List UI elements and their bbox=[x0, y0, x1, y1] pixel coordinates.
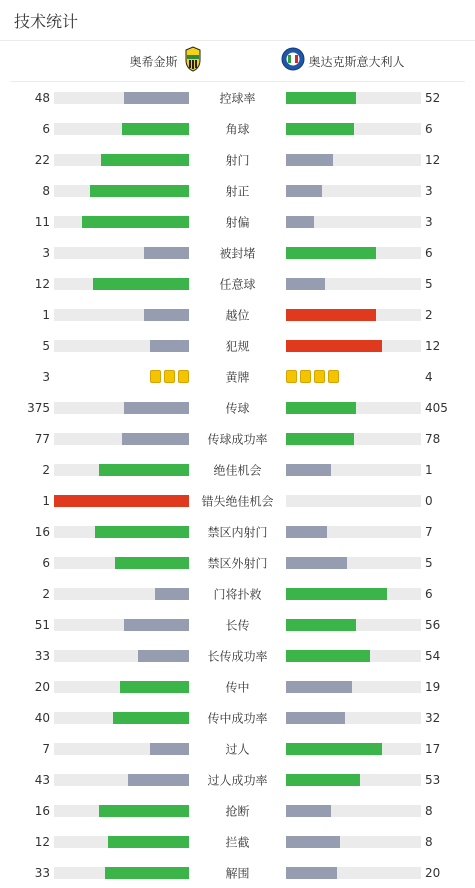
home-stat-value: 48 bbox=[34, 90, 50, 105]
stat-row bbox=[0, 454, 475, 485]
home-stat-bar-fill bbox=[90, 185, 189, 197]
stat-label: 传中成功率 bbox=[207, 711, 268, 725]
away-stat-bar bbox=[286, 402, 421, 414]
home-stat-bar-fill bbox=[144, 247, 189, 259]
away-stat-bar bbox=[286, 836, 421, 848]
stat-label: 传中 bbox=[225, 680, 250, 694]
home-stat-value: 12 bbox=[34, 834, 50, 849]
away-stat-bar bbox=[286, 464, 421, 476]
away-stat-bar-fill bbox=[286, 185, 322, 197]
away-stat-bar-fill bbox=[286, 836, 340, 848]
stat-label: 射门 bbox=[225, 153, 250, 167]
away-stat-value: 3 bbox=[425, 214, 433, 229]
away-stat-bar-fill bbox=[286, 433, 354, 445]
home-team-name: 奥希金斯 bbox=[129, 54, 178, 69]
away-stat-bar-fill bbox=[286, 712, 345, 724]
stat-label: 黄牌 bbox=[225, 370, 250, 384]
stat-row bbox=[0, 640, 475, 671]
away-stat-value: 3 bbox=[425, 183, 433, 198]
home-stat-value: 1 bbox=[42, 493, 50, 508]
away-stat-bar-fill bbox=[286, 309, 376, 321]
away-stat-bar bbox=[286, 154, 421, 166]
home-stat-value: 2 bbox=[42, 586, 50, 601]
ohiggins-crest-icon bbox=[184, 46, 202, 76]
home-stat-value: 33 bbox=[34, 865, 50, 880]
yellow-card-icon bbox=[314, 370, 325, 383]
home-stat-bar-fill bbox=[122, 433, 190, 445]
away-stat-value: 5 bbox=[425, 555, 433, 570]
away-stat-bar-fill bbox=[286, 154, 333, 166]
stat-row bbox=[0, 144, 475, 175]
home-stat-bar-fill bbox=[99, 805, 189, 817]
away-stat-bar-fill bbox=[286, 340, 382, 352]
away-stat-value: 54 bbox=[425, 648, 441, 663]
home-team[interactable] bbox=[10, 46, 238, 76]
home-stat-bar-fill bbox=[54, 495, 189, 507]
home-stat-bar bbox=[54, 867, 189, 879]
home-stat-bar-fill bbox=[105, 867, 189, 879]
stat-row bbox=[0, 733, 475, 764]
away-stat-bar-fill bbox=[286, 805, 331, 817]
away-stat-value: 17 bbox=[425, 741, 441, 756]
away-stat-value: 4 bbox=[425, 369, 433, 384]
home-stat-bar-fill bbox=[155, 588, 189, 600]
away-stat-value: 6 bbox=[425, 586, 433, 601]
page-title: 技术统计 bbox=[14, 11, 79, 31]
home-stat-bar bbox=[54, 650, 189, 662]
home-stat-bar bbox=[54, 402, 189, 414]
away-stat-bar-fill bbox=[286, 650, 370, 662]
away-stat-bar-fill bbox=[286, 557, 347, 569]
away-stat-bar-fill bbox=[286, 247, 376, 259]
away-stat-value: 56 bbox=[425, 617, 441, 632]
home-stat-bar bbox=[54, 247, 189, 259]
stat-label: 射偏 bbox=[225, 215, 250, 229]
home-stat-bar-fill bbox=[101, 154, 189, 166]
teams-bar bbox=[10, 41, 465, 82]
home-stat-bar bbox=[54, 185, 189, 197]
stat-row bbox=[0, 82, 475, 113]
away-stat-bar-fill bbox=[286, 278, 325, 290]
home-stat-bar-fill bbox=[138, 650, 189, 662]
home-stat-value: 16 bbox=[34, 524, 50, 539]
away-stat-value: 52 bbox=[425, 90, 441, 105]
stat-label: 错失绝佳机会 bbox=[201, 494, 274, 508]
away-stat-value: 405 bbox=[425, 400, 448, 415]
stat-row bbox=[0, 237, 475, 268]
home-stat-value: 6 bbox=[42, 121, 50, 136]
home-stat-value: 43 bbox=[34, 772, 50, 787]
stat-row bbox=[0, 299, 475, 330]
stat-row bbox=[0, 578, 475, 609]
stat-label: 越位 bbox=[225, 308, 250, 322]
yellow-card-icon bbox=[286, 370, 297, 383]
stat-label: 任意球 bbox=[219, 277, 256, 291]
away-stat-bar-fill bbox=[286, 619, 356, 631]
stat-row bbox=[0, 361, 475, 392]
stat-label: 被封堵 bbox=[219, 246, 256, 260]
home-stat-bar bbox=[54, 464, 189, 476]
away-stat-bar bbox=[286, 805, 421, 817]
audax-italiano-crest-icon bbox=[281, 47, 305, 75]
stat-label: 门将扑救 bbox=[213, 587, 262, 601]
yellow-card-icon bbox=[328, 370, 339, 383]
home-stat-value: 22 bbox=[34, 152, 50, 167]
away-stat-bar-fill bbox=[286, 402, 356, 414]
home-stat-value: 8 bbox=[42, 183, 50, 198]
stat-row bbox=[0, 857, 475, 888]
stat-row bbox=[0, 795, 475, 826]
stat-row bbox=[0, 826, 475, 857]
away-stat-bar-fill bbox=[286, 216, 314, 228]
stat-label: 禁区内射门 bbox=[207, 525, 268, 539]
yellow-card-icon bbox=[164, 370, 175, 383]
away-stat-value: 19 bbox=[425, 679, 441, 694]
away-stat-value: 1 bbox=[425, 462, 433, 477]
home-stat-value: 6 bbox=[42, 555, 50, 570]
home-stat-bar bbox=[54, 309, 189, 321]
home-stat-bar bbox=[54, 92, 189, 104]
stat-label: 传球成功率 bbox=[207, 432, 268, 446]
away-stat-bar-fill bbox=[286, 526, 327, 538]
home-stat-bar bbox=[54, 340, 189, 352]
away-yellow-cards bbox=[286, 370, 339, 384]
away-stat-value: 12 bbox=[425, 152, 441, 167]
away-stat-value: 53 bbox=[425, 772, 441, 787]
home-stat-bar-fill bbox=[144, 309, 189, 321]
home-stat-bar bbox=[54, 836, 189, 848]
away-stat-bar-fill bbox=[286, 123, 354, 135]
stat-row bbox=[0, 268, 475, 299]
away-stat-value: 8 bbox=[425, 803, 433, 818]
away-stat-bar bbox=[286, 247, 421, 259]
home-stat-bar-fill bbox=[99, 464, 189, 476]
stat-label: 射正 bbox=[225, 184, 250, 198]
home-stat-value: 1 bbox=[42, 307, 50, 322]
away-stat-bar bbox=[286, 495, 421, 507]
stat-label: 解围 bbox=[225, 866, 250, 880]
stat-label: 过人 bbox=[225, 742, 250, 756]
stat-row bbox=[0, 113, 475, 144]
away-stat-bar bbox=[286, 92, 421, 104]
home-stat-bar-fill bbox=[108, 836, 189, 848]
away-team[interactable] bbox=[238, 47, 466, 75]
away-stat-value: 78 bbox=[425, 431, 441, 446]
home-stat-value: 7 bbox=[42, 741, 50, 756]
home-stat-bar bbox=[54, 712, 189, 724]
home-stat-bar-fill bbox=[122, 123, 190, 135]
home-stat-value: 11 bbox=[34, 214, 50, 229]
stat-row bbox=[0, 392, 475, 423]
away-stat-value: 0 bbox=[425, 493, 433, 508]
away-stat-bar-fill bbox=[286, 867, 337, 879]
home-stat-bar bbox=[54, 526, 189, 538]
home-stat-bar-fill bbox=[113, 712, 189, 724]
away-stat-value: 20 bbox=[425, 865, 441, 880]
away-stat-bar-fill bbox=[286, 92, 356, 104]
away-stat-value: 2 bbox=[425, 307, 433, 322]
home-stat-bar-fill bbox=[150, 743, 189, 755]
stat-row bbox=[0, 206, 475, 237]
stat-label: 过人成功率 bbox=[207, 773, 268, 787]
home-stat-value: 3 bbox=[42, 369, 50, 384]
home-stat-bar bbox=[54, 805, 189, 817]
home-stat-bar-fill bbox=[115, 557, 189, 569]
stat-row bbox=[0, 330, 475, 361]
home-stat-value: 2 bbox=[42, 462, 50, 477]
stat-row bbox=[0, 423, 475, 454]
stat-label: 抢断 bbox=[225, 804, 250, 818]
away-stat-value: 6 bbox=[425, 245, 433, 260]
away-stat-bar bbox=[286, 774, 421, 786]
away-stat-value: 6 bbox=[425, 121, 433, 136]
away-stat-bar-fill bbox=[286, 464, 331, 476]
home-stat-bar bbox=[54, 743, 189, 755]
away-stat-value: 12 bbox=[425, 338, 441, 353]
stat-row bbox=[0, 702, 475, 733]
away-stat-bar bbox=[286, 712, 421, 724]
away-stat-value: 7 bbox=[425, 524, 433, 539]
away-stat-value: 32 bbox=[425, 710, 441, 725]
away-stat-bar bbox=[286, 309, 421, 321]
stats-list bbox=[0, 82, 475, 888]
stat-label: 绝佳机会 bbox=[213, 463, 262, 477]
stat-row bbox=[0, 516, 475, 547]
home-stat-value: 40 bbox=[34, 710, 50, 725]
home-stat-bar bbox=[54, 557, 189, 569]
home-stat-bar-fill bbox=[124, 92, 189, 104]
away-stat-bar bbox=[286, 557, 421, 569]
stat-label: 拦截 bbox=[225, 835, 250, 849]
home-stat-bar-fill bbox=[82, 216, 189, 228]
home-stat-bar bbox=[54, 216, 189, 228]
away-stat-bar bbox=[286, 526, 421, 538]
home-stat-value: 375 bbox=[27, 400, 50, 415]
home-stat-bar bbox=[54, 433, 189, 445]
home-stat-bar bbox=[54, 681, 189, 693]
yellow-card-icon bbox=[150, 370, 161, 383]
away-stat-value: 8 bbox=[425, 834, 433, 849]
stat-row bbox=[0, 547, 475, 578]
home-stat-bar bbox=[54, 123, 189, 135]
home-stat-value: 77 bbox=[34, 431, 50, 446]
home-stat-value: 16 bbox=[34, 803, 50, 818]
stat-row bbox=[0, 764, 475, 795]
away-stat-bar-fill bbox=[286, 588, 387, 600]
home-stat-bar-fill bbox=[93, 278, 189, 290]
away-stat-bar bbox=[286, 619, 421, 631]
stat-row bbox=[0, 485, 475, 516]
yellow-card-icon bbox=[178, 370, 189, 383]
stat-row bbox=[0, 609, 475, 640]
stat-label: 长传成功率 bbox=[207, 649, 268, 663]
home-stat-value: 5 bbox=[42, 338, 50, 353]
away-stat-bar bbox=[286, 185, 421, 197]
home-stat-bar bbox=[54, 588, 189, 600]
home-stat-value: 33 bbox=[34, 648, 50, 663]
away-stat-bar-fill bbox=[286, 774, 360, 786]
away-stat-bar bbox=[286, 867, 421, 879]
home-stat-bar-fill bbox=[150, 340, 189, 352]
away-stat-bar-fill bbox=[286, 743, 382, 755]
home-stat-bar-fill bbox=[128, 774, 189, 786]
home-stat-value: 3 bbox=[42, 245, 50, 260]
away-stat-bar bbox=[286, 681, 421, 693]
stat-label: 禁区外射门 bbox=[207, 556, 268, 570]
away-stat-bar bbox=[286, 433, 421, 445]
home-stat-bar-fill bbox=[124, 402, 189, 414]
away-stat-bar-fill bbox=[286, 681, 352, 693]
home-stat-bar bbox=[54, 154, 189, 166]
away-stat-bar bbox=[286, 588, 421, 600]
away-stat-bar bbox=[286, 278, 421, 290]
stat-label: 角球 bbox=[225, 122, 250, 136]
stat-row bbox=[0, 671, 475, 702]
home-yellow-cards bbox=[150, 370, 189, 384]
home-stat-bar bbox=[54, 774, 189, 786]
stat-label: 长传 bbox=[225, 618, 250, 632]
stat-label: 控球率 bbox=[219, 91, 256, 105]
home-stat-bar bbox=[54, 278, 189, 290]
away-stat-bar bbox=[286, 216, 421, 228]
yellow-card-icon bbox=[300, 370, 311, 383]
stat-label: 传球 bbox=[225, 401, 250, 415]
away-team-name: 奥达克斯意大利人 bbox=[308, 54, 405, 69]
home-stat-bar bbox=[54, 619, 189, 631]
away-stat-bar bbox=[286, 743, 421, 755]
stat-row bbox=[0, 175, 475, 206]
stat-label: 犯规 bbox=[225, 339, 250, 353]
home-stat-bar bbox=[54, 495, 189, 507]
home-stat-value: 51 bbox=[34, 617, 50, 632]
away-stat-value: 5 bbox=[425, 276, 433, 291]
home-stat-value: 20 bbox=[34, 679, 50, 694]
header bbox=[0, 0, 475, 41]
home-stat-bar-fill bbox=[120, 681, 189, 693]
away-stat-bar bbox=[286, 340, 421, 352]
away-stat-bar bbox=[286, 650, 421, 662]
home-stat-bar-fill bbox=[124, 619, 189, 631]
away-stat-bar bbox=[286, 123, 421, 135]
home-stat-value: 12 bbox=[34, 276, 50, 291]
home-stat-bar-fill bbox=[95, 526, 190, 538]
